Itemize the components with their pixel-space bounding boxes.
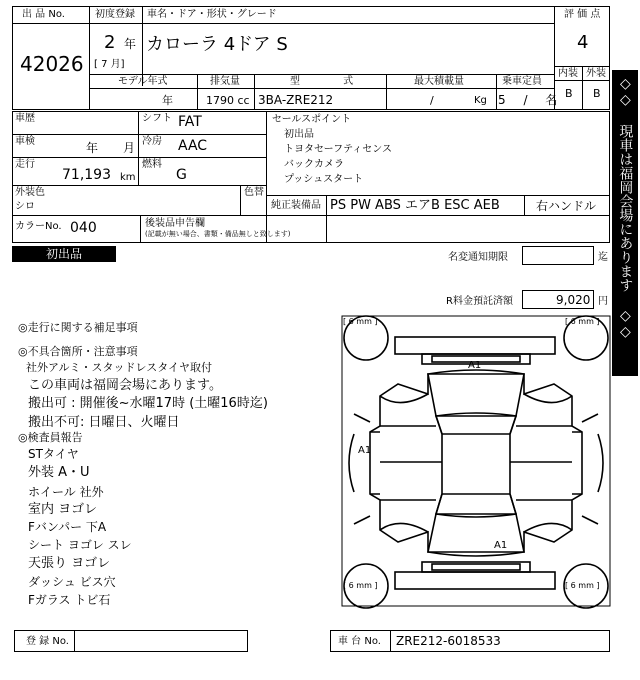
aftermarket-note: (記載が無い場合、書類・備品無しと致します) [145,230,291,238]
inspection-year: 年 [86,141,99,155]
sales-point-0: 初出品 [284,129,314,140]
interior-label: 内装 [558,68,578,79]
first-listing-badge-text: 初出品 [45,247,82,261]
displacement-value: 1790 cc [206,94,250,107]
lot-label: 出 品 No. [22,9,65,20]
fuel-label: 燃料 [142,159,162,170]
max-load-label: 最大積載量 [414,76,464,87]
ac-label: 冷房 [142,136,162,147]
first-reg-year: 2 [104,32,116,53]
mileage-label: 走行 [15,159,35,170]
inspector-title: ◎検査員報告 [18,431,83,444]
inspector-line-2: ホイール 社外 [28,485,104,499]
sales-point-3: プッシュスタート [284,174,364,185]
max-load-value: / [430,94,434,107]
recycle-label: R料金預託済額 [446,296,513,307]
mileage-value: 71,193 [62,167,111,183]
type-value: 3BA-ZRE212 [258,93,334,107]
first-reg-label: 初度登録 [95,9,135,20]
chassis-label: 車 台 No. [338,636,381,647]
notice-unit: 迄 [598,252,608,263]
interior-grade: B [565,87,573,100]
recycle-unit: 円 [598,296,608,307]
inspector-line-4: Fバンパー 下A [28,520,107,534]
displacement-label: 排気量 [210,76,240,87]
genuine-label: 純正装備品 [271,200,321,211]
capacity-label: 乗車定員 [502,76,542,87]
shift-value: FAT [178,114,202,130]
score-label: 評 価 点 [564,9,601,20]
history-label: 車歴 [15,113,35,124]
car-diagram [340,314,612,610]
color-change-label: 色替 [244,187,264,198]
tire-label-front-left: [ 6 mm ] [343,317,378,326]
inspector-line-3: 室内 ヨゴレ [28,502,98,517]
max-load-unit: Kg [474,95,487,106]
damage-mark-left: A1 [358,445,372,456]
defects-title: ◎不具合箇所・注意事項 [18,345,138,358]
inspection-month: 月 [123,141,136,155]
type-label: 型 式 [290,76,374,87]
equipment-value: PS PW ABS エアB ESC AEB [330,198,500,213]
defect-line-0: 社外アルミ・スタッドレスタイヤ取付 [26,361,213,374]
ac-value: AAC [178,138,208,154]
mileage-unit: km [120,172,136,183]
car-name-label: 車名・ドア・形状・グレード [147,9,277,20]
recycle-value: 9,020 [556,293,591,307]
model-year-unit: 年 [162,94,173,107]
tire-label-front-right: [ 6 mm ] [565,317,600,326]
ext-color-label: 外装色 [15,187,45,198]
sales-point-1: トヨタセーフティセンス [284,144,392,155]
defect-line-3: 搬出不可: 日曜日、火曜日 [28,415,180,430]
notice-box [522,246,594,265]
notice-label: 名変通知期限 [448,252,508,263]
score-value: 4 [577,32,589,53]
first-reg-month: [ 7 月] [94,59,125,70]
car-name: カローラ 4ドア S [146,34,288,55]
lot-number: 42026 [20,52,84,76]
model-year-label: モデル年式 [118,76,168,87]
tire-label-rear-left: [ 6 mm ] [343,581,378,590]
inspector-line-0: STタイヤ [28,447,79,461]
sales-point-label: セールスポイント [272,114,352,125]
inspector-line-7: ダッシュ ビス穴 [28,575,116,589]
inspector-line-1: 外装 A・U [28,465,90,480]
color-no-label: カラーNo. [15,221,62,232]
damage-mark-rear: A1 [494,540,508,551]
color-no-value: 040 [70,220,97,236]
aftermarket-label: 後装品申告欄 [145,218,205,229]
sales-point-2: バックカメラ [284,159,344,170]
exterior-grade: B [593,87,601,100]
damage-mark-front: A1 [468,360,482,371]
inspector-line-8: Fガラス トビ石 [28,593,111,607]
defect-line-2: 搬出可 : 開催後~水曜17時 (土曜16時迄) [28,396,268,411]
capacity-value: 5 / 名 [498,93,558,107]
first-reg-year-unit: 年 [124,37,137,51]
inspection-label: 車検 [15,136,35,147]
inspector-line-5: シート ヨゴレ スレ [28,538,132,552]
defect-line-1: この車両は福岡会場にあります。 [28,378,222,393]
tire-label-rear-right: [ 6 mm ] [565,581,600,590]
fuel-value: G [176,167,187,183]
reg-no-label: 登 録 No. [26,636,69,647]
ext-color-value: シロ [15,201,35,212]
steering-value: 右ハンドル [536,199,597,213]
exterior-label: 外装 [586,68,606,79]
chassis-value: ZRE212-6018533 [396,634,501,648]
shift-label: シフト [142,113,172,124]
supplement-title: ◎走行に関する補足事項 [18,321,138,334]
side-banner-text: ◇◇ 現車は福岡会場にあります ◇◇ [617,76,634,340]
inspector-line-6: 天張り ヨゴレ [28,556,111,571]
